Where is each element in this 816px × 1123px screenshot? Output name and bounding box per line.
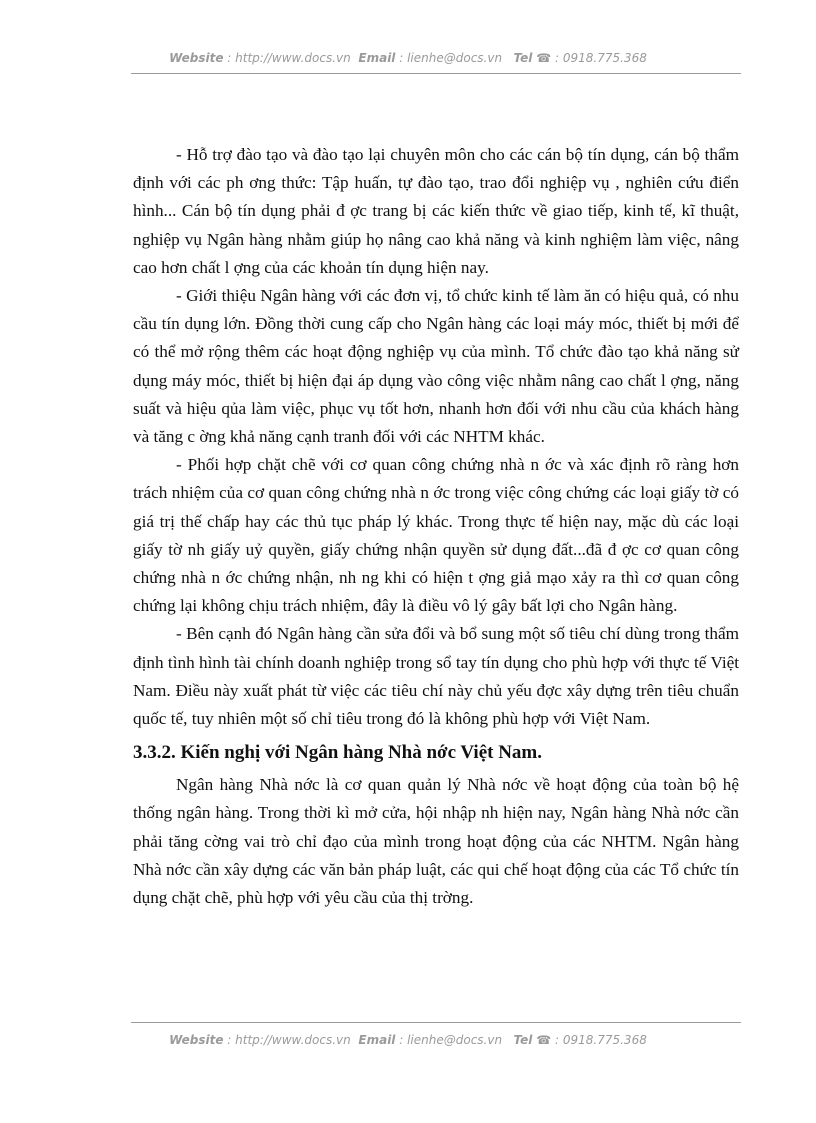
footer-tel-value: 0918.775.368 (562, 1033, 647, 1047)
footer-website-url[interactable]: http://www.docs.vn (235, 1033, 351, 1047)
paragraph: - Hỗ trợ đào tạo và đào tạo lại chuyên môn cho các cán bộ tín dụng, cán bộ thẩm định với các ph ơng thức: Tập huấn, tự đào tạo, trao đổi nghiệp vụ , nghiên cứu điển hình... Cán bộ tín dụng phải đ ợc trang bị các kiến thức về giao tiếp, kinh tế, kĩ thuật, nghiệp vụ Ngân hàng nhằm giúp họ nâng cao khả năng và kinh nghiệm làm việc, nâng cao hơn chất l ợng của các khoản tín dụng hiện nay. (133, 145, 739, 277)
page-footer (0, 1033, 816, 1047)
footer-email-separator: : (395, 1033, 408, 1047)
email-separator: : (395, 51, 408, 65)
paragraph: - Giới thiệu Ngân hàng với các đơn vị, tổ chức kinh tế làm ăn có hiệu quả, có nhu cầu tín dụng lớn. Đồng thời cung cấp cho Ngân hàng các loại máy móc, thiết bị mới để có thể mở rộng thêm các hoạt động nghiệp vụ của mình. Tổ chức đào tạo khả năng sử dụng máy móc, thiết bị hiện đại áp dụng vào công việc nhằm nâng cao chất l ợng, năng suất và hiệu qủa làm việc, phục vụ tốt hơn, nhanh hơn đối với nhu cầu của khách hàng và tăng c ờng khả năng cạnh tranh đối với các NHTM khác. (133, 286, 739, 447)
tel-label: Tel (513, 51, 533, 65)
paragraph: - Bên cạnh đó Ngân hàng cần sửa đổi và bổ sung một số tiêu chí dùng trong thẩm định tình hình tài chính doanh nghiệp trong sổ tay tín dụng cho phù hợp với thực tế Việt Nam. Điều này xuất phát từ việc các tiêu chí này chủ yếu đợc xây dựng trên tiêu chuẩn quốc tế, tuy nhiên một số chỉ tiêu trong đó là không phù hợp với Việt Nam. (133, 624, 739, 729)
paragraph: - Phối hợp chặt chẽ với cơ quan công chứng nhà n ớc và xác định rõ ràng hơn trách nhiệm của cơ quan công chứng nhà n ớc trong việc công chứng các loại giấy tờ có giá trị thế chấp hay các thủ tục pháp lý khác. Trong thực tế hiện nay, mặc dù các loại giấy tờ nh giấy uỷ quyền, giấy chứng nhận quyền sử dụng đất...đã đ ợc cơ quan công chứng nhà n ớc chứng nhận, nh ng khi có hiện t ợng giả mạo xảy ra thì cơ quan công chứng lại không chịu trách nhiệm, đây là điều vô lý gây bất lợi cho Ngân hàng. (133, 455, 739, 616)
website-separator: : (223, 51, 236, 65)
email-value[interactable]: lienhe@docs.vn (407, 51, 503, 65)
phone-icon: ☎ : (532, 51, 563, 65)
section-heading: 3.3.2. Kiến nghị với Ngân hàng Nhà nớc Việt Nam. (133, 742, 543, 764)
footer-email-label: Email (358, 1033, 396, 1047)
website-url[interactable]: http://www.docs.vn (235, 51, 351, 65)
footer-email-value[interactable]: lienhe@docs.vn (407, 1033, 503, 1047)
tel-value: 0918.775.368 (562, 51, 647, 65)
footer-website-separator: : (223, 1033, 236, 1047)
paragraph: Ngân hàng Nhà nớc là cơ quan quản lý Nhà nớc về hoạt động của toàn bộ hệ thống ngân hàng. Trong thời kì mở cửa, hội nhập nh hiện nay, Ngân hàng Nhà nớc cần phải tăng cờng vai trò chỉ đạo của mình trong hoạt động của các NHTM. Ngân hàng Nhà nớc cần xây dựng các văn bản pháp luật, các qui chế hoạt động của các Tổ chức tín dụng chặt chẽ, phù hợp với yêu cầu của thị trờng. (133, 775, 739, 908)
footer-website-label: Website (169, 1033, 224, 1047)
website-label: Website (169, 51, 224, 65)
footer-phone-icon: ☎ : (532, 1033, 563, 1047)
footer-tel-label: Tel (513, 1033, 533, 1047)
email-label: Email (358, 51, 396, 65)
footer-divider (131, 1022, 741, 1023)
document-body (133, 141, 739, 912)
page-header (0, 51, 816, 65)
header-divider (131, 73, 741, 74)
